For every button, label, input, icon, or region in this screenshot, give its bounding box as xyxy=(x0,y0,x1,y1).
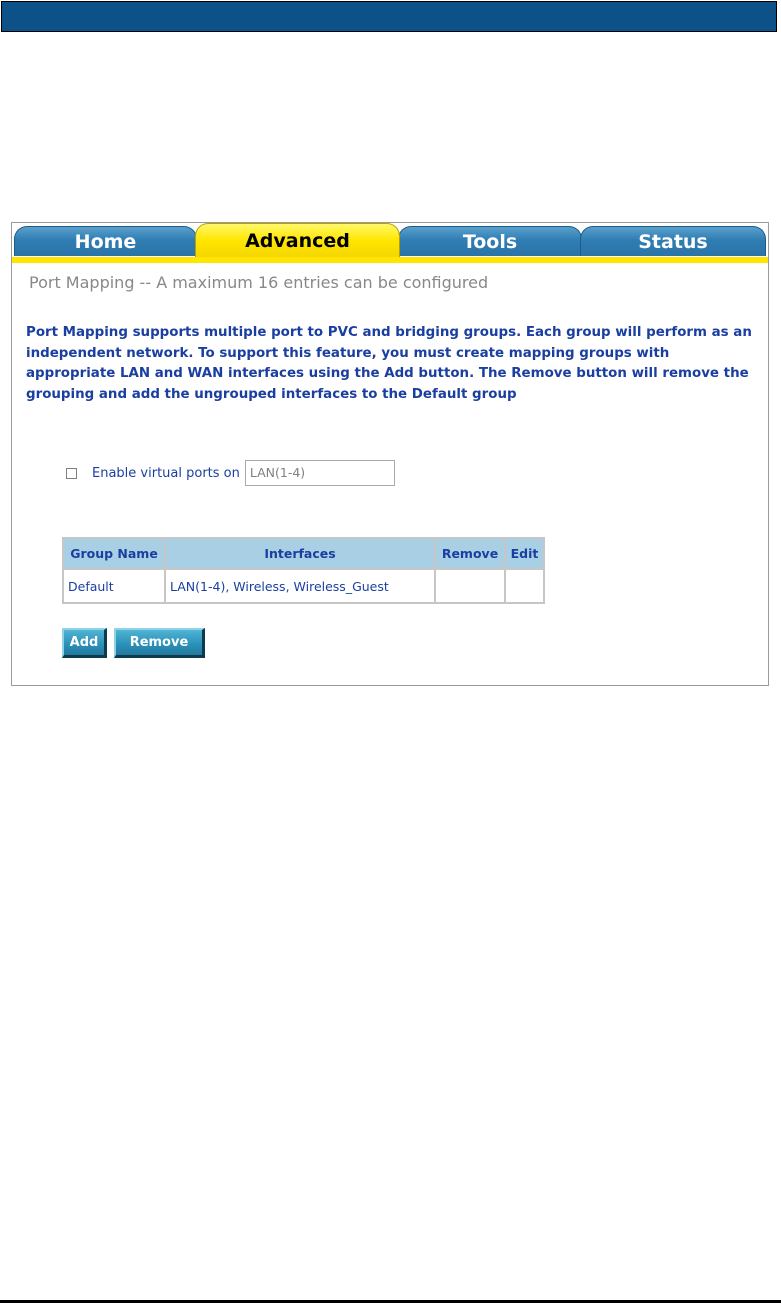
add-button[interactable]: Add xyxy=(62,628,107,658)
port-mapping-table xyxy=(62,537,545,604)
page-title: Port Mapping -- A maximum 16 entries can be configured xyxy=(29,273,489,292)
column-header-group-name: Group Name xyxy=(63,538,165,569)
column-header-remove: Remove xyxy=(435,538,505,569)
document-footer-rule xyxy=(0,1300,781,1303)
remove-button[interactable]: Remove xyxy=(114,628,205,658)
document-header-bar xyxy=(1,1,777,32)
virtual-ports-label: Enable virtual ports on xyxy=(92,465,240,481)
tab-status[interactable]: Status xyxy=(580,226,766,256)
virtual-ports-checkbox[interactable] xyxy=(66,468,77,479)
tab-tools[interactable]: Tools xyxy=(398,226,582,256)
cell-group-name: Default xyxy=(63,569,165,603)
virtual-ports-field[interactable]: LAN(1-4) xyxy=(245,460,395,486)
cell-remove xyxy=(435,569,505,603)
virtual-ports-row xyxy=(66,459,395,487)
cell-interfaces: LAN(1-4), Wireless, Wireless_Guest xyxy=(165,569,435,603)
tab-bar xyxy=(12,223,768,258)
table-header-row xyxy=(63,538,544,569)
column-header-edit: Edit xyxy=(505,538,544,569)
tab-home[interactable]: Home xyxy=(14,226,197,256)
column-header-interfaces: Interfaces xyxy=(165,538,435,569)
tab-underline xyxy=(12,257,768,263)
router-config-panel xyxy=(11,222,769,686)
tab-advanced[interactable]: Advanced xyxy=(195,223,400,257)
description-text: Port Mapping supports multiple port to PVC and bridging groups. Each group will perform as an independent network. To support this feature, you must create mapping groups with appropriate LAN and WAN interfaces using the Add button. The Remove button will remove the grouping and add the ungrouped interfaces to the Default group xyxy=(26,325,752,402)
cell-edit xyxy=(505,569,544,603)
table-row xyxy=(63,569,544,603)
